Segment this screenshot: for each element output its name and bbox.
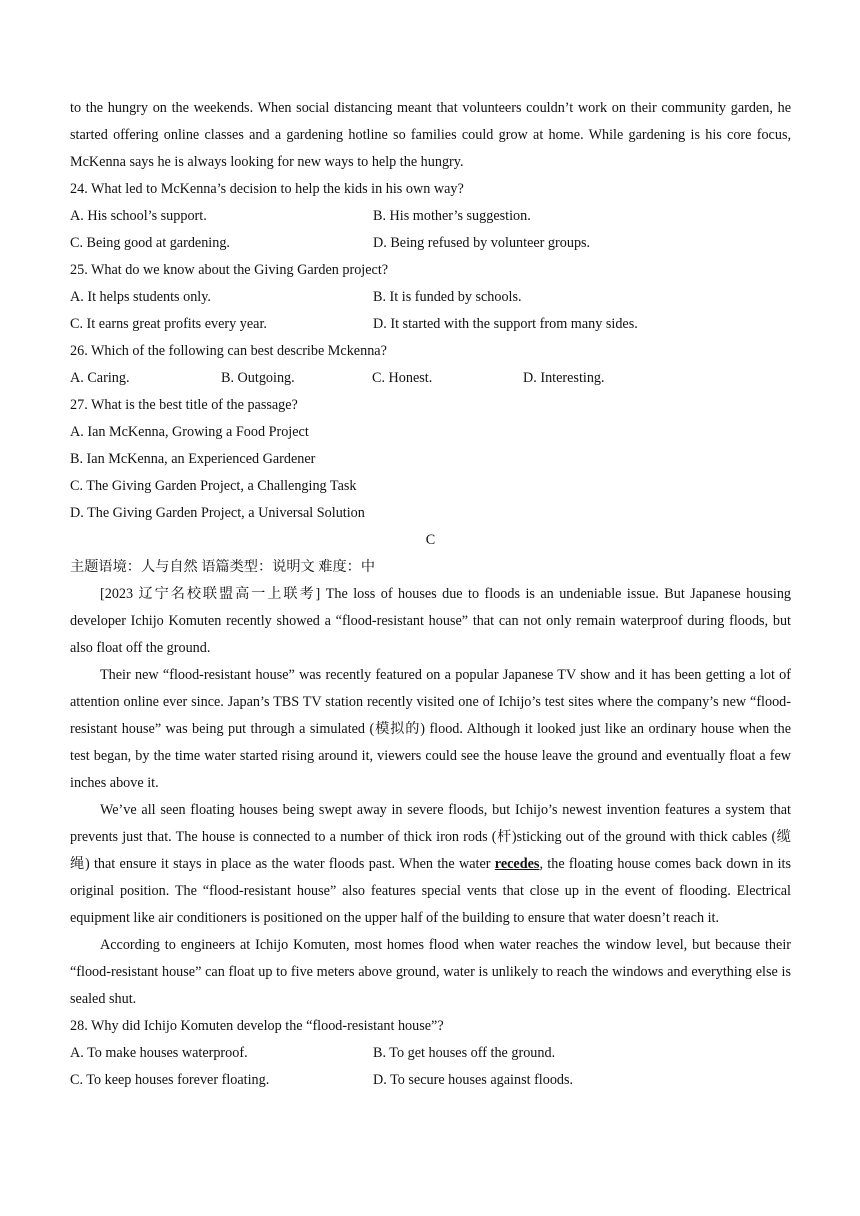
options-row (70, 230, 791, 257)
question-stem: 25. What do we know about the Giving Garden project? (70, 262, 389, 278)
options-row (70, 1067, 791, 1094)
options-row (70, 365, 791, 392)
option-c: C. To keep houses forever floating. (70, 1072, 270, 1088)
option-b: B. His mother’s suggestion. (373, 208, 531, 224)
question-28 (70, 1013, 791, 1094)
source-tag: [2023 辽宁名校联盟高一上联考] (100, 586, 321, 602)
intro-line-3: focus, McKenna says he is always looking for new ways to help the hungry. (70, 127, 792, 170)
section-letter: C (425, 532, 436, 548)
passage-paragraph-2: Their new “flood-resistant house” was recently featured on a popular Japanese TV show and it has been getting a lot of attention online ever since. Japan’s TBS TV station recently visited one of Ichijo’s test sites where the company’s new “flood-resistant house” was being put through a simulated (模拟的) flood. Although it looked just like an ordinary house when the test began, by the time water started rising around it, viewers could see the house leave the ground and eventually float a few inches above it. (70, 667, 791, 791)
option-d: D. Being refused by volunteer groups. (373, 235, 591, 251)
option-c: C. Being good at gardening. (70, 235, 230, 251)
question-stem: 28. Why did Ichijo Komuten develop the “flood-resistant house”? (70, 1018, 444, 1034)
option-d: D. It started with the support from many sides. (373, 316, 638, 332)
paragraph-text: The loss of houses due to floods is an undeniable issue. But Japanese housing developer Ichijo Komuten recently showed a “flood-resistant house” that can not only remain waterproof during floods, but also float off the ground. (70, 586, 792, 656)
document-page (70, 95, 791, 1094)
intro-paragraph (70, 95, 791, 176)
question-24 (70, 176, 791, 257)
question-25 (70, 257, 791, 338)
question-stem: 26. Which of the following can best describe Mckenna? (70, 343, 387, 359)
option-a: A. Ian McKenna, Growing a Food Project (70, 424, 309, 440)
option-b: B. Outgoing. (221, 370, 295, 386)
passage-paragraph-1 (70, 581, 791, 662)
option-b: B. Ian McKenna, an Experienced Gardener (70, 451, 316, 467)
question-stem: 27. What is the best title of the passage? (70, 397, 298, 413)
option-b: B. It is funded by schools. (373, 289, 522, 305)
option-d: D. Interesting. (523, 370, 605, 386)
question-26 (70, 338, 791, 392)
option-d: D. The Giving Garden Project, a Universal Solution (70, 505, 365, 521)
option-a: A. His school’s support. (70, 208, 207, 224)
option-b: B. To get houses off the ground. (373, 1045, 556, 1061)
option-c: C. Honest. (372, 370, 433, 386)
passage-paragraph-3 (70, 797, 791, 932)
question-stem: 24. What led to McKenna’s decision to help the kids in his own way? (70, 181, 464, 197)
passage-paragraph-4: According to engineers at Ichijo Komuten, most homes flood when water reaches the window level, but because their “flood-resistant house” can float up to five meters above ground, water is unlikely to reach the windows and everything else is sealed shut. (70, 937, 791, 1007)
options-row (70, 203, 791, 230)
intro-line-2: he started offering online classes and a gardening hotline so families could grow at home. While gardening is his core (70, 100, 791, 143)
intro-line-1: to the hungry on the weekends. When social distancing meant that volunteers couldn’t work on their community garden, (70, 100, 773, 116)
option-c: C. The Giving Garden Project, a Challenging Task (70, 478, 357, 494)
paragraph-text: We’ve all seen floating houses being swept away in severe floods, but Ichijo’s newest invention features a system that prevents just that. The house is connected to a number of thick iron rods (杆)sticking out of the ground with thick cables (缆绳) that ensure it stays in place as the water floods past. When the water (70, 802, 791, 872)
option-a: A. Caring. (70, 370, 130, 386)
options-row (70, 284, 791, 311)
paragraph-text: , the floating house comes back down in its original position. The “flood-resistant house” also features special vents that close up in the event of flooding. Electrical equipment like air conditioners is positioned on the upper half of the building to ensure that water doesn’t reach it. (70, 856, 791, 926)
underlined-keyword: recedes (494, 856, 540, 872)
option-a: A. To make houses waterproof. (70, 1045, 248, 1061)
option-a: A. It helps students only. (70, 289, 211, 305)
options-row (70, 311, 791, 338)
question-27 (70, 392, 791, 527)
option-d: D. To secure houses against floods. (373, 1072, 574, 1088)
options-row (70, 1040, 791, 1067)
option-c: C. It earns great profits every year. (70, 316, 267, 332)
section-meta: 主题语境：人与自然 语篇类型：说明文 难度：中 (70, 559, 376, 575)
